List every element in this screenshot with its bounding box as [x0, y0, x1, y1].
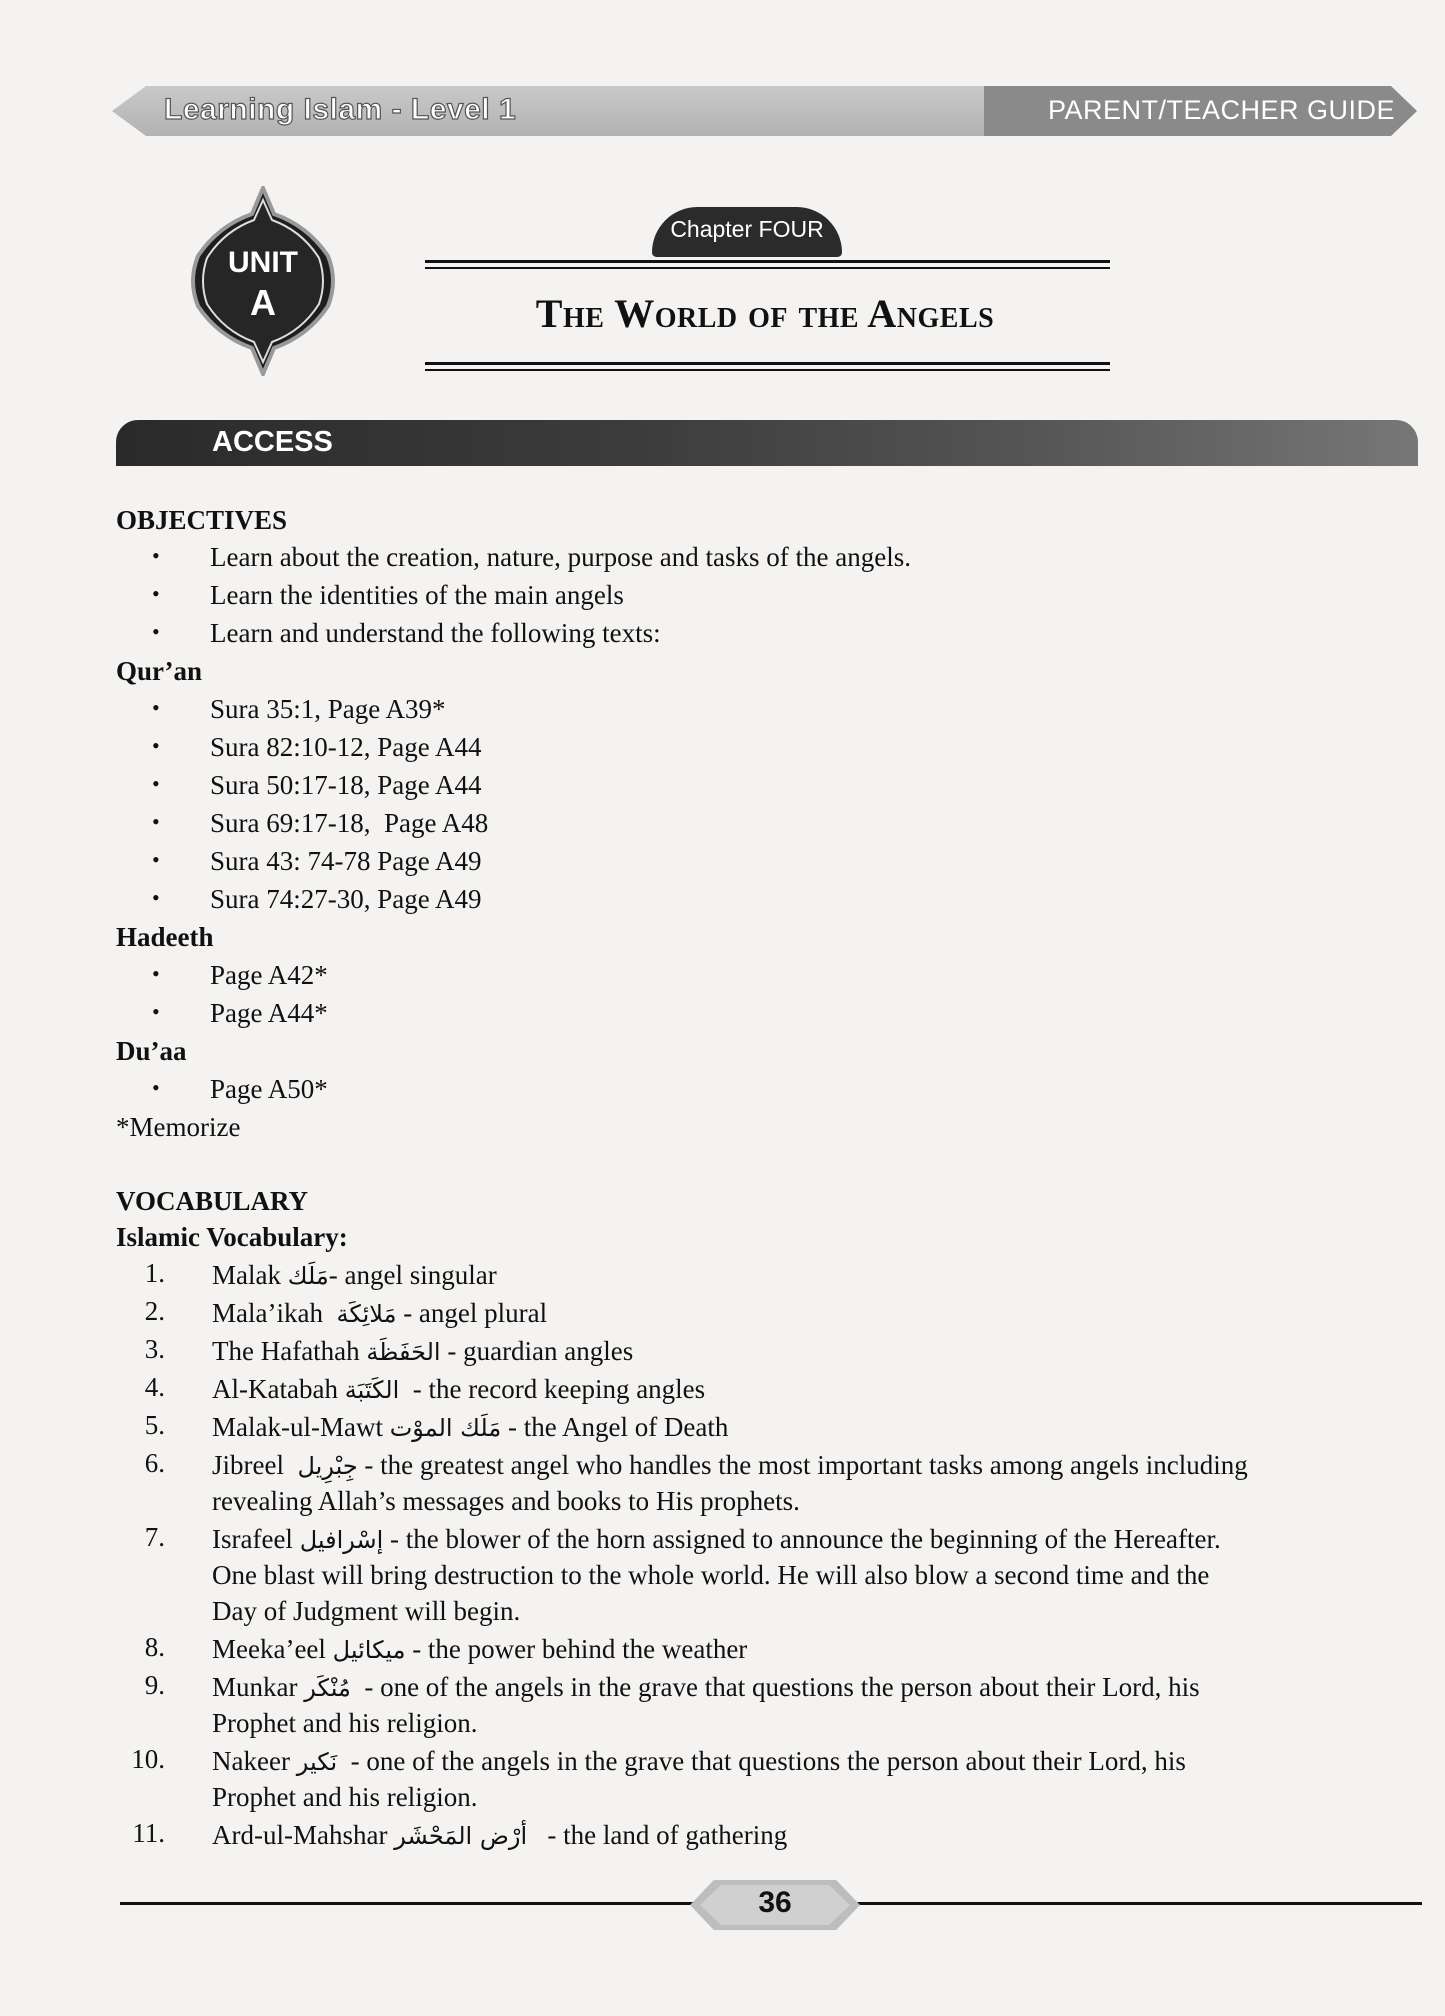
vocab-number: 10.: [131, 1744, 165, 1774]
bullet: •: [152, 885, 160, 910]
vocab-definition: - guardian angles: [447, 1336, 634, 1366]
bullet: •: [152, 961, 160, 986]
vocab-definition: - angel plural: [403, 1298, 548, 1328]
vocab-term: Malak-ul-Mawt: [212, 1412, 383, 1442]
quran-item: Sura 35:1, Page A39*: [210, 694, 446, 724]
page-number: 36: [758, 1886, 792, 1919]
vocab-number: 11.: [132, 1818, 165, 1848]
vocab-number: 4.: [144, 1372, 165, 1402]
vocab-term: Munkar: [212, 1672, 298, 1702]
vocab-term: Meeka’eel: [212, 1634, 326, 1664]
vocab-continuation: revealing Allah’s messages and books to His prophets.: [212, 1486, 800, 1516]
vocab-number: 8.: [144, 1632, 165, 1662]
chapter-rule-bottom-2: [425, 369, 1110, 371]
vocab-arabic: أرْض المَحْشَر: [394, 1822, 528, 1850]
objectives-heading: OBJECTIVES: [116, 505, 288, 535]
vocab-arabic: مَلَك: [287, 1262, 329, 1290]
vocab-term: Nakeer: [212, 1746, 290, 1776]
unit-badge: [188, 186, 338, 376]
chapter-title: The World of the Angels: [535, 291, 995, 336]
objective-item: Learn the identities of the main angels: [210, 580, 624, 610]
vocab-item: [212, 1522, 1221, 1557]
series-title: Learning Islam - Level 1: [164, 93, 517, 126]
vocab-continuation: Prophet and his religion.: [212, 1782, 478, 1812]
vocabulary-heading: VOCABULARY: [116, 1186, 309, 1216]
vocab-number: 7.: [144, 1522, 165, 1552]
vocab-arabic: جِبْرِيل: [297, 1452, 358, 1480]
vocab-number: 5.: [144, 1410, 165, 1440]
hadeeth-item: Page A44*: [210, 998, 328, 1028]
vocab-definition: - the land of gathering: [547, 1820, 788, 1850]
vocab-arabic: ميكائيل: [332, 1636, 406, 1664]
vocab-term: Israfeel: [212, 1524, 293, 1554]
bullet: •: [152, 847, 160, 872]
hadeeth-item: Page A42*: [210, 960, 328, 990]
vocab-definition: - one of the angels in the grave that questions the person about their Lord, his: [364, 1672, 1200, 1702]
vocab-item: [212, 1296, 547, 1331]
vocab-arabic: الكَتَبَة: [344, 1376, 400, 1404]
vocab-term: The Hafathah: [212, 1336, 360, 1366]
guide-label: PARENT/TEACHER GUIDE: [1048, 95, 1396, 125]
page-header: [112, 86, 1417, 136]
duaa-item: Page A50*: [210, 1074, 328, 1104]
vocab-item: [212, 1744, 1186, 1779]
vocab-definition: - angel singular: [328, 1260, 497, 1290]
quran-heading: Qur’an: [116, 656, 202, 686]
vocab-arabic: الحَفَظَة: [366, 1338, 441, 1366]
quran-item: Sura 82:10-12, Page A44: [210, 732, 482, 762]
vocab-number: 9.: [144, 1670, 165, 1700]
quran-item: Sura 50:17-18, Page A44: [210, 770, 482, 800]
quran-item: Sura 69:17-18, Page A48: [210, 808, 489, 838]
vocab-arabic: نَكير: [296, 1748, 338, 1776]
unit-letter: A: [250, 282, 276, 323]
vocab-definition: - the blower of the horn assigned to announce the beginning of the Hereafter.: [390, 1524, 1221, 1554]
vocab-item: [212, 1670, 1200, 1705]
duaa-heading: Du’aa: [116, 1036, 187, 1066]
vocab-number: 6.: [144, 1448, 165, 1478]
vocab-term: Ard-ul-Mahshar: [212, 1820, 388, 1850]
bullet: •: [152, 619, 160, 644]
vocab-arabic: مَلَك الموْت: [389, 1414, 502, 1442]
quran-item: Sura 74:27-30, Page A49: [210, 884, 482, 914]
vocab-definition: - the power behind the weather: [412, 1634, 748, 1664]
vocab-arabic: مُنْكَر: [304, 1674, 351, 1702]
vocab-number: 1.: [144, 1258, 165, 1288]
access-label: ACCESS: [212, 426, 333, 458]
vocab-number: 3.: [144, 1334, 165, 1364]
quran-item: Sura 43: 74-78 Page A49: [210, 846, 482, 876]
bullet: •: [152, 1075, 160, 1100]
vocab-continuation: Day of Judgment will begin.: [212, 1596, 521, 1626]
chapter-rule-bottom: [425, 362, 1110, 365]
chapter-label: Chapter FOUR: [670, 216, 824, 242]
vocab-item: [212, 1372, 705, 1407]
chapter-rule-top-2: [425, 267, 1110, 269]
vocab-continuation: One blast will bring destruction to the whole world. He will also blow a second time and the: [212, 1560, 1210, 1590]
vocab-definition: - the greatest angel who handles the most important tasks among angels including: [364, 1450, 1248, 1480]
vocab-continuation: Prophet and his religion.: [212, 1708, 478, 1738]
vocabulary-subheading: Islamic Vocabulary:: [116, 1222, 348, 1252]
vocab-number: 2.: [144, 1296, 165, 1326]
vocab-arabic: إسْرافيل: [299, 1526, 384, 1554]
vocab-definition: - one of the angels in the grave that questions the person about their Lord, his: [350, 1746, 1186, 1776]
vocab-term: Malak: [212, 1260, 281, 1290]
hadeeth-heading: Hadeeth: [116, 922, 214, 952]
vocab-definition: - the Angel of Death: [507, 1412, 729, 1442]
bullet: •: [152, 695, 160, 720]
vocab-term: Al-Katabah: [212, 1374, 338, 1404]
bullet: •: [152, 809, 160, 834]
vocab-arabic: مَلائِكَة: [336, 1300, 397, 1328]
vocab-term: Jibreel: [212, 1450, 284, 1480]
memorize-note: *Memorize: [116, 1112, 241, 1142]
unit-word: UNIT: [228, 246, 298, 279]
vocab-definition: - the record keeping angles: [412, 1374, 706, 1404]
bullet: •: [152, 999, 160, 1024]
objective-item: Learn and understand the following texts:: [210, 618, 661, 648]
unit-badge-shape: [188, 186, 338, 376]
chapter-rule-top: [425, 260, 1110, 263]
bullet: •: [152, 581, 160, 606]
bullet: •: [152, 543, 160, 568]
vocab-item: [212, 1334, 633, 1369]
vocab-item: [212, 1258, 497, 1293]
bullet: •: [152, 733, 160, 758]
vocab-item: [212, 1632, 747, 1667]
vocab-item: [212, 1818, 787, 1853]
vocab-item: [212, 1410, 728, 1445]
vocab-term: Mala’ikah: [212, 1298, 323, 1328]
objective-item: Learn about the creation, nature, purpose and tasks of the angels.: [210, 542, 911, 572]
vocab-item: [212, 1448, 1248, 1483]
bullet: •: [152, 771, 160, 796]
